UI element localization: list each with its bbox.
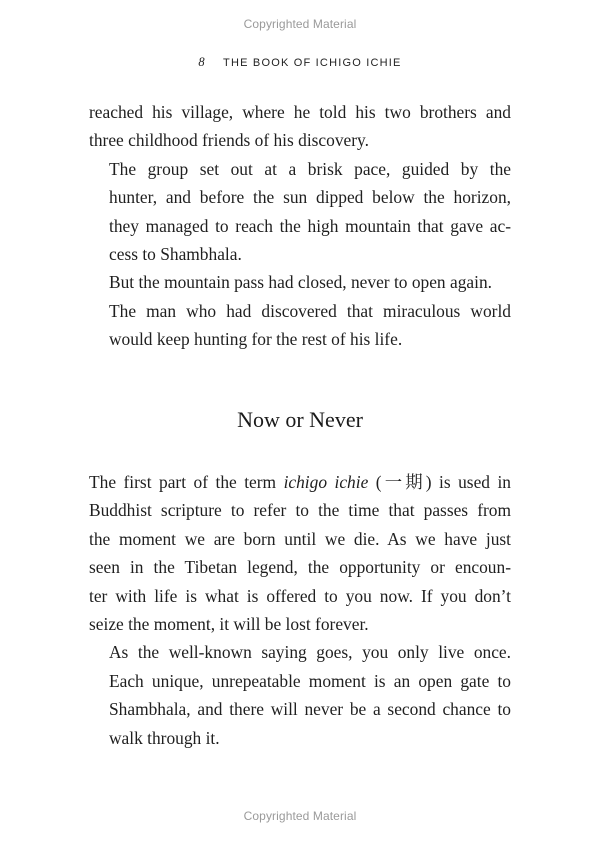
paragraph [89,155,511,269]
watermark-top: Copyrighted Material [243,17,357,31]
text-line: ter with life is what is offered to you now. If you don’t [89,585,511,606]
text-line: The group set out at a brisk pace, guided by the [109,158,511,179]
watermark-bottom: Copyrighted Material [243,809,357,823]
text-line: hunter, and before the sun dipped below the horizon, [109,187,511,208]
text-line: But the mountain pass had closed, never to open again. [109,272,492,293]
text-line: reached his village, where he told his two brothers and [89,102,511,122]
text-run: The first part of the term [89,472,284,492]
paragraph [89,268,511,296]
text-line-mixed [89,468,511,496]
text-line: Buddhist scripture to refer to the time that passes from [89,500,511,521]
book-title: THE BOOK OF ICHIGO ICHIE [223,57,402,69]
body-text-section-two [89,468,511,752]
page-number: 8 [198,55,205,69]
paragraph [89,468,511,638]
body-text-section-one [89,98,511,354]
text-line: cess to Shambhala. [109,244,242,265]
text-line: Each unique, unrepeatable moment is an open gate to [109,670,511,691]
text-line: Shambhala, and there will never be a second chance to [109,699,511,720]
text-line: seen in the Tibetan legend, the opportunity or encoun- [89,557,511,578]
text-line: three childhood friends of his discovery. [89,130,369,151]
text-line: they managed to reach the high mountain that gave ac- [109,215,511,236]
running-head [0,55,600,70]
text-line: walk through it. [109,727,220,748]
italic-term: ichigo ichie [283,472,369,492]
text-line: seize the moment, it will be lost forever. [89,614,369,635]
text-line: The man who had discovered that miraculous world [109,300,511,321]
paragraph [89,98,511,155]
section-heading: Now or Never [237,407,363,432]
text-line: the moment we are born until we die. As we have just [89,528,511,549]
text-line: would keep hunting for the rest of his life. [109,329,403,350]
paragraph [89,638,511,752]
text-line: As the well-known saying goes, you only live once. [109,642,511,663]
text-run: (一期) is used in [368,472,511,492]
paragraph [89,297,511,354]
